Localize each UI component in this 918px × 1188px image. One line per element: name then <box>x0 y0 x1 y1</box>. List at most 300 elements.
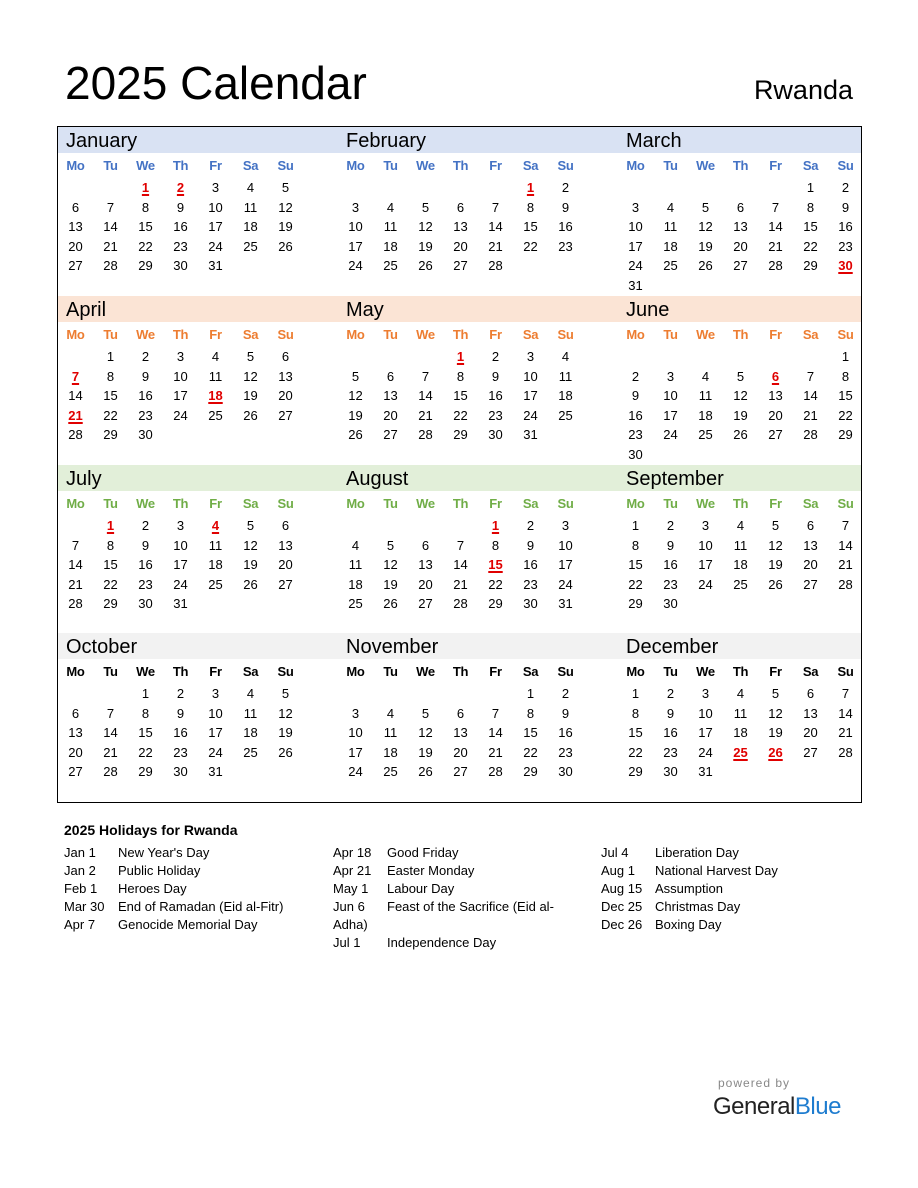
weekday-label: Mo <box>66 158 85 173</box>
week-row <box>618 516 863 536</box>
weekday-header <box>58 664 303 680</box>
holiday-date: Jun 6 <box>333 899 365 914</box>
weekday-label: Su <box>277 327 294 342</box>
weekday-label: Tu <box>663 327 678 342</box>
week-row <box>338 178 583 198</box>
day-cell: 14 <box>453 557 468 572</box>
day-cell: 8 <box>141 199 150 215</box>
day-cell: 23 <box>663 576 678 592</box>
weekday-header <box>618 158 863 174</box>
day-cell: 3 <box>211 686 220 701</box>
day-cell: 8 <box>526 199 535 215</box>
empty-day-cell <box>548 256 583 276</box>
day-grid <box>338 178 583 276</box>
day-cell: 19 <box>418 744 433 760</box>
empty-day-cell <box>338 178 373 198</box>
day-cell: 8 <box>106 537 115 553</box>
day-cell: 29 <box>803 258 818 273</box>
day-cell: 30 <box>523 596 538 611</box>
day-cell: 12 <box>348 388 363 403</box>
weekday-label: Th <box>732 496 749 511</box>
holidays-column-1 <box>64 844 283 934</box>
day-grid <box>58 684 303 782</box>
day-cell: 2 <box>841 180 850 195</box>
day-cell: 26 <box>418 764 433 779</box>
empty-day-cell <box>373 178 408 198</box>
day-cell: 26 <box>278 238 293 254</box>
day-cell: 7 <box>456 537 465 553</box>
day-cell: 29 <box>103 427 118 442</box>
day-cell: 3 <box>351 705 360 721</box>
day-cell: 1 <box>806 180 815 195</box>
weekday-label: Tu <box>663 496 678 511</box>
empty-day-cell <box>408 347 443 367</box>
day-cell: 10 <box>698 537 713 553</box>
day-cell: 21 <box>453 576 468 592</box>
day-cell: 29 <box>488 596 503 611</box>
day-cell: 1 <box>106 349 115 364</box>
day-cell: 22 <box>523 744 538 760</box>
empty-day-cell <box>758 178 793 198</box>
day-cell: 11 <box>558 368 573 384</box>
day-cell: 9 <box>841 199 850 215</box>
holiday-date: Jul 4 <box>601 845 629 860</box>
day-cell: 31 <box>628 277 643 293</box>
week-row <box>338 217 583 237</box>
day-cell: 12 <box>768 537 783 553</box>
day-cell: 23 <box>138 576 153 592</box>
day-cell: 8 <box>526 705 535 721</box>
day-cell: 15 <box>838 388 853 403</box>
weekday-label: Sa <box>242 327 259 342</box>
day-cell: 8 <box>631 537 640 553</box>
week-row <box>338 723 583 743</box>
holiday-date: Apr 21 <box>333 863 372 878</box>
day-cell: 18 <box>208 557 223 572</box>
day-cell: 28 <box>103 764 118 779</box>
weekday-label: We <box>416 327 435 342</box>
holiday-row <box>64 862 283 880</box>
day-cell: 5 <box>386 537 395 553</box>
day-cell: 25 <box>698 427 713 442</box>
day-cell: 31 <box>523 427 538 442</box>
week-row <box>618 684 863 704</box>
day-cell: 18 <box>558 388 573 403</box>
holiday-row <box>601 916 778 934</box>
day-cell: 16 <box>558 219 573 234</box>
day-cell: 7 <box>806 368 815 384</box>
day-cell: 20 <box>803 557 818 572</box>
day-cell: 21 <box>838 725 853 740</box>
day-cell: 6 <box>71 705 80 721</box>
empty-day-cell <box>548 425 583 445</box>
empty-day-cell <box>723 347 758 367</box>
empty-day-cell <box>373 684 408 704</box>
empty-day-cell <box>408 516 443 536</box>
day-cell: 3 <box>176 518 185 533</box>
day-cell: 16 <box>488 388 503 403</box>
day-cell: 12 <box>243 537 258 553</box>
day-cell: 15 <box>138 219 153 234</box>
day-cell: 17 <box>523 388 538 403</box>
day-cell: 2 <box>141 518 150 533</box>
month-name: April <box>66 299 107 321</box>
weekday-label: Fr <box>769 664 782 679</box>
day-cell: 26 <box>698 258 713 273</box>
weekday-label: Sa <box>802 496 819 511</box>
day-cell: 7 <box>841 686 850 701</box>
day-cell: 5 <box>421 705 430 721</box>
weekday-label: We <box>416 158 435 173</box>
day-cell: 15 <box>103 388 118 403</box>
day-cell: 10 <box>208 199 223 215</box>
day-cell: 11 <box>383 219 398 234</box>
day-cell: 26 <box>243 576 258 592</box>
weekday-label: Mo <box>66 327 85 342</box>
empty-day-cell <box>198 425 233 445</box>
week-row <box>618 445 863 465</box>
holiday-row <box>333 880 554 898</box>
day-cell: 1 <box>631 518 640 533</box>
empty-day-cell <box>723 276 758 296</box>
day-cell: 10 <box>698 705 713 721</box>
day-cell: 21 <box>488 744 503 760</box>
day-cell: 21 <box>803 407 818 423</box>
week-row <box>58 256 303 276</box>
weekday-label: Th <box>172 496 189 511</box>
holiday-name: Public Holiday <box>118 863 201 878</box>
day-cell: 13 <box>733 219 748 234</box>
day-cell: 5 <box>281 180 290 195</box>
holiday-date: May 1 <box>333 881 369 896</box>
day-cell: 13 <box>383 388 398 403</box>
week-row <box>618 178 863 198</box>
weekday-label: Su <box>837 327 854 342</box>
week-row <box>338 256 583 276</box>
day-cell: 18 <box>243 725 258 740</box>
day-cell: 9 <box>526 537 535 553</box>
day-cell: 16 <box>138 557 153 572</box>
day-cell: 19 <box>278 219 293 234</box>
day-cell: 28 <box>68 427 83 442</box>
weekday-label: Th <box>172 664 189 679</box>
day-cell: 14 <box>418 388 433 403</box>
month-june <box>618 296 898 464</box>
day-cell: 14 <box>838 537 853 553</box>
month-name: February <box>346 130 427 152</box>
empty-day-cell <box>233 594 268 614</box>
day-cell: 22 <box>103 576 118 592</box>
week-row <box>58 217 303 237</box>
day-cell: 29 <box>103 596 118 611</box>
week-row <box>618 237 863 257</box>
day-cell: 14 <box>103 219 118 234</box>
day-cell: 15 <box>523 725 538 740</box>
day-cell: 17 <box>173 388 188 403</box>
holiday-day-cell: 21 <box>68 407 83 423</box>
day-cell: 29 <box>453 427 468 442</box>
weekday-label: Sa <box>802 327 819 342</box>
day-cell: 10 <box>558 537 573 553</box>
day-cell: 12 <box>383 557 398 572</box>
weekday-label: Su <box>557 496 574 511</box>
week-row <box>618 406 863 426</box>
day-cell: 7 <box>106 199 115 215</box>
day-cell: 22 <box>103 407 118 423</box>
day-cell: 12 <box>243 368 258 384</box>
month-march <box>618 127 898 295</box>
day-cell: 14 <box>803 388 818 403</box>
weekday-label: Mo <box>346 158 365 173</box>
day-cell: 3 <box>351 199 360 215</box>
weekday-label: Su <box>837 664 854 679</box>
day-cell: 17 <box>208 219 223 234</box>
week-row <box>618 594 863 614</box>
empty-day-cell <box>793 762 828 782</box>
day-cell: 23 <box>488 407 503 423</box>
day-cell: 16 <box>138 388 153 403</box>
day-cell: 24 <box>208 238 223 254</box>
month-name: August <box>346 468 409 490</box>
day-cell: 8 <box>491 537 500 553</box>
weekday-label: Tu <box>103 496 118 511</box>
day-cell: 26 <box>243 407 258 423</box>
day-cell: 10 <box>173 368 188 384</box>
weekday-label: Sa <box>522 158 539 173</box>
empty-day-cell <box>408 684 443 704</box>
empty-day-cell <box>653 445 688 465</box>
day-cell: 5 <box>351 368 360 384</box>
day-cell: 24 <box>698 576 713 592</box>
weekday-label: Su <box>557 158 574 173</box>
day-cell: 17 <box>348 238 363 254</box>
weekday-label: Mo <box>66 496 85 511</box>
holiday-date: Aug 15 <box>601 881 643 896</box>
day-cell: 19 <box>243 557 258 572</box>
day-cell: 23 <box>523 576 538 592</box>
day-cell: 28 <box>68 596 83 611</box>
day-cell: 6 <box>806 518 815 533</box>
holiday-row <box>601 844 778 862</box>
day-cell: 11 <box>733 537 748 553</box>
month-name: May <box>346 299 384 321</box>
empty-day-cell <box>93 178 128 198</box>
day-cell: 19 <box>418 238 433 254</box>
weekday-label: We <box>696 327 715 342</box>
weekday-header <box>338 327 583 343</box>
day-cell: 10 <box>173 537 188 553</box>
day-cell: 21 <box>418 407 433 423</box>
day-grid <box>338 516 583 614</box>
day-cell: 16 <box>663 725 678 740</box>
empty-day-cell <box>828 445 863 465</box>
empty-day-cell <box>618 347 653 367</box>
week-row <box>618 367 863 387</box>
weekday-label: Fr <box>489 496 502 511</box>
day-cell: 27 <box>453 258 468 273</box>
day-cell: 19 <box>243 388 258 403</box>
week-row <box>618 198 863 218</box>
week-row <box>58 516 303 536</box>
empty-day-cell <box>793 347 828 367</box>
weekday-header <box>58 496 303 512</box>
weekday-label: Sa <box>522 496 539 511</box>
week-row <box>338 516 583 536</box>
day-cell: 25 <box>558 407 573 423</box>
holiday-name: Assumption <box>655 881 723 896</box>
weekday-label: Mo <box>626 664 645 679</box>
day-cell: 9 <box>666 705 675 721</box>
empty-day-cell <box>478 684 513 704</box>
day-cell: 13 <box>803 537 818 553</box>
holiday-date: Mar 30 <box>64 899 105 914</box>
day-cell: 7 <box>71 537 80 553</box>
month-september <box>618 465 898 633</box>
holiday-name: New Year's Day <box>118 845 210 860</box>
calendar-grid <box>57 126 862 803</box>
empty-day-cell <box>198 594 233 614</box>
day-cell: 16 <box>558 725 573 740</box>
day-cell: 23 <box>663 744 678 760</box>
day-cell: 13 <box>68 725 83 740</box>
holiday-row <box>601 862 778 880</box>
empty-day-cell <box>93 684 128 704</box>
day-cell: 31 <box>558 596 573 611</box>
week-row <box>338 425 583 445</box>
day-cell: 2 <box>561 180 570 195</box>
weekday-label: Th <box>732 158 749 173</box>
day-cell: 26 <box>383 596 398 611</box>
week-row <box>338 704 583 724</box>
empty-day-cell <box>758 347 793 367</box>
day-cell: 3 <box>176 349 185 364</box>
day-cell: 24 <box>173 576 188 592</box>
week-row <box>338 198 583 218</box>
day-cell: 10 <box>348 725 363 740</box>
day-cell: 21 <box>103 744 118 760</box>
week-row <box>338 536 583 556</box>
day-cell: 30 <box>173 258 188 273</box>
day-cell: 23 <box>628 427 643 442</box>
day-cell: 27 <box>418 596 433 611</box>
day-cell: 25 <box>348 596 363 611</box>
holiday-name: Good Friday <box>387 845 459 860</box>
day-cell: 25 <box>243 238 258 254</box>
day-cell: 21 <box>103 238 118 254</box>
day-cell: 13 <box>768 388 783 403</box>
holiday-row <box>64 880 283 898</box>
day-cell: 11 <box>208 537 223 553</box>
month-name: December <box>626 636 719 658</box>
day-cell: 7 <box>771 199 780 215</box>
day-cell: 5 <box>281 686 290 701</box>
day-cell: 27 <box>733 258 748 273</box>
week-row <box>618 425 863 445</box>
empty-day-cell <box>688 347 723 367</box>
day-cell: 25 <box>383 258 398 273</box>
empty-day-cell <box>58 347 93 367</box>
week-row <box>58 347 303 367</box>
day-cell: 15 <box>803 219 818 234</box>
empty-day-cell <box>653 178 688 198</box>
day-cell: 29 <box>138 764 153 779</box>
week-row <box>58 406 303 426</box>
day-cell: 1 <box>526 686 535 701</box>
weekday-label: Tu <box>383 158 398 173</box>
holiday-name: Christmas Day <box>655 899 741 914</box>
empty-day-cell <box>373 347 408 367</box>
day-cell: 12 <box>418 725 433 740</box>
day-grid <box>618 684 863 782</box>
day-cell: 9 <box>631 388 640 403</box>
day-cell: 6 <box>386 368 395 384</box>
empty-day-cell <box>513 256 548 276</box>
day-cell: 28 <box>803 427 818 442</box>
empty-day-cell <box>618 178 653 198</box>
holiday-date: Feb 1 <box>64 881 98 896</box>
holiday-date: Jul 1 <box>333 935 361 950</box>
week-row <box>618 347 863 367</box>
empty-day-cell <box>723 178 758 198</box>
day-cell: 14 <box>488 219 503 234</box>
holiday-day-cell: 25 <box>733 744 748 760</box>
weekday-label: Sa <box>522 664 539 679</box>
weekday-label: We <box>696 158 715 173</box>
day-cell: 3 <box>701 686 710 701</box>
holiday-date: Dec 25 <box>601 899 643 914</box>
day-cell: 28 <box>768 258 783 273</box>
week-row <box>618 743 863 763</box>
week-row <box>618 704 863 724</box>
day-cell: 4 <box>246 180 255 195</box>
day-cell: 27 <box>68 258 83 273</box>
week-row <box>58 237 303 257</box>
weekday-header <box>618 496 863 512</box>
day-cell: 18 <box>733 725 748 740</box>
empty-day-cell <box>653 347 688 367</box>
day-cell: 20 <box>68 238 83 254</box>
day-cell: 27 <box>803 744 818 760</box>
day-cell: 21 <box>488 238 503 254</box>
empty-day-cell <box>688 594 723 614</box>
day-cell: 24 <box>523 407 538 423</box>
day-cell: 23 <box>173 744 188 760</box>
day-cell: 2 <box>176 686 185 701</box>
empty-day-cell <box>408 178 443 198</box>
week-row <box>58 536 303 556</box>
day-cell: 30 <box>138 596 153 611</box>
day-cell: 10 <box>663 388 678 403</box>
weekday-label: Su <box>277 664 294 679</box>
day-cell: 15 <box>103 557 118 572</box>
weekday-label: Mo <box>346 664 365 679</box>
holiday-name: National Harvest Day <box>655 863 778 878</box>
day-cell: 28 <box>488 258 503 273</box>
week-row <box>618 386 863 406</box>
week-row <box>338 594 583 614</box>
day-cell: 1 <box>141 686 150 701</box>
day-cell: 9 <box>141 537 150 553</box>
week-row <box>58 425 303 445</box>
day-cell: 23 <box>173 238 188 254</box>
empty-day-cell <box>653 276 688 296</box>
week-row <box>338 555 583 575</box>
day-cell: 17 <box>558 557 573 572</box>
day-cell: 13 <box>453 725 468 740</box>
day-cell: 10 <box>208 705 223 721</box>
day-cell: 16 <box>663 557 678 572</box>
weekday-label: We <box>136 327 155 342</box>
